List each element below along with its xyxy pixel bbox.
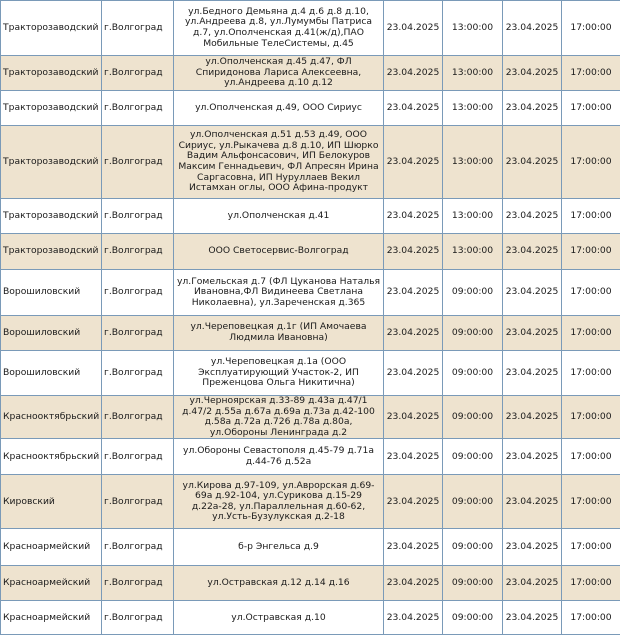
end-date-cell: 23.04.2025 <box>503 351 562 396</box>
end-date-cell: 23.04.2025 <box>503 234 562 270</box>
start-time-cell: 13:00:00 <box>443 91 503 126</box>
start-time-cell: 09:00:00 <box>443 351 503 396</box>
end-date-cell: 23.04.2025 <box>503 56 562 91</box>
address-cell: ул.Череповецкая д.1г (ИП Амочаева Людмила Ивановна) <box>174 316 384 351</box>
start-date-cell: 23.04.2025 <box>384 199 443 234</box>
end-date-cell: 23.04.2025 <box>503 601 562 635</box>
start-time-cell: 13:00:00 <box>443 126 503 199</box>
district-cell: Красноармейский <box>1 601 102 635</box>
city-cell: г.Волгоград <box>102 199 174 234</box>
table-row <box>1 475 620 529</box>
district-cell: Краснооктябрьский <box>1 439 102 475</box>
address-cell: ул.Ополченская д.45 д.47, ФЛ Спиридонова Лариса Алексеевна, ул.Андреева д.10 д.12 <box>174 56 384 91</box>
end-date-cell: 23.04.2025 <box>503 1 562 56</box>
district-cell: Тракторозаводский <box>1 91 102 126</box>
table-row <box>1 439 620 475</box>
city-cell: г.Волгоград <box>102 529 174 566</box>
address-cell: ул.Ополченская д.49, ООО Сириус <box>174 91 384 126</box>
table-row <box>1 601 620 635</box>
city-cell: г.Волгоград <box>102 439 174 475</box>
table-row <box>1 316 620 351</box>
end-date-cell: 23.04.2025 <box>503 475 562 529</box>
city-cell: г.Волгоград <box>102 91 174 126</box>
end-date-cell: 23.04.2025 <box>503 199 562 234</box>
address-cell: ул.Остравская д.12 д.14 д.16 <box>174 566 384 601</box>
city-cell: г.Волгоград <box>102 1 174 56</box>
end-time-cell: 17:00:00 <box>562 234 620 270</box>
start-time-cell: 09:00:00 <box>443 396 503 439</box>
start-time-cell: 09:00:00 <box>443 601 503 635</box>
end-date-cell: 23.04.2025 <box>503 396 562 439</box>
end-date-cell: 23.04.2025 <box>503 91 562 126</box>
city-cell: г.Волгоград <box>102 475 174 529</box>
address-cell: ул.Остравская д.10 <box>174 601 384 635</box>
end-date-cell: 23.04.2025 <box>503 566 562 601</box>
address-cell: ул.Ополченская д.51 д.53 д.49, ООО Сириус, ул.Рыкачева д.8 д.10, ИП Шюрко Вадим Альфонсасович, ИП Белокуров Максим Геннадьевич, ФЛ Апресян Ирина Саргасовна, ИП Нуруллаев Векил Истамхан оглы, ООО Афина-продукт <box>174 126 384 199</box>
table-row <box>1 351 620 396</box>
start-date-cell: 23.04.2025 <box>384 270 443 316</box>
city-cell: г.Волгоград <box>102 396 174 439</box>
end-time-cell: 17:00:00 <box>562 316 620 351</box>
start-date-cell: 23.04.2025 <box>384 351 443 396</box>
district-cell: Красноармейский <box>1 566 102 601</box>
table-row <box>1 56 620 91</box>
table-row <box>1 396 620 439</box>
end-time-cell: 17:00:00 <box>562 91 620 126</box>
start-time-cell: 09:00:00 <box>443 439 503 475</box>
end-time-cell: 17:00:00 <box>562 56 620 91</box>
city-cell: г.Волгоград <box>102 316 174 351</box>
start-time-cell: 13:00:00 <box>443 56 503 91</box>
district-cell: Ворошиловский <box>1 316 102 351</box>
start-time-cell: 13:00:00 <box>443 199 503 234</box>
start-date-cell: 23.04.2025 <box>384 601 443 635</box>
district-cell: Тракторозаводский <box>1 1 102 56</box>
start-date-cell: 23.04.2025 <box>384 126 443 199</box>
end-time-cell: 17:00:00 <box>562 126 620 199</box>
table-row <box>1 199 620 234</box>
end-time-cell: 17:00:00 <box>562 475 620 529</box>
end-date-cell: 23.04.2025 <box>503 270 562 316</box>
table-row <box>1 566 620 601</box>
address-cell: ул.Черноярская д.33-89 д.43а д.47/1 д.47/2 д.55а д.67а д.69а д.73а д.42-100 д.58а д.72а д.726 д.78а д.80а, ул.Обороны Ленинграда д.2 <box>174 396 384 439</box>
start-date-cell: 23.04.2025 <box>384 566 443 601</box>
end-time-cell: 17:00:00 <box>562 566 620 601</box>
start-time-cell: 09:00:00 <box>443 316 503 351</box>
city-cell: г.Волгоград <box>102 126 174 199</box>
start-date-cell: 23.04.2025 <box>384 529 443 566</box>
table-row <box>1 529 620 566</box>
district-cell: Ворошиловский <box>1 351 102 396</box>
end-time-cell: 17:00:00 <box>562 199 620 234</box>
end-date-cell: 23.04.2025 <box>503 439 562 475</box>
table-row <box>1 270 620 316</box>
start-time-cell: 09:00:00 <box>443 475 503 529</box>
start-date-cell: 23.04.2025 <box>384 475 443 529</box>
address-cell: ул.Бедного Демьяна д.4 д.6 д.8 д.10, ул.Андреева д.8, ул.Лумумбы Патриса д.7, ул.Ополченская д.41(ж/д),ПАО Мобильные ТелеСистемы, д.45 <box>174 1 384 56</box>
start-date-cell: 23.04.2025 <box>384 56 443 91</box>
district-cell: Тракторозаводский <box>1 126 102 199</box>
start-time-cell: 09:00:00 <box>443 270 503 316</box>
end-date-cell: 23.04.2025 <box>503 126 562 199</box>
district-cell: Краснооктябрьский <box>1 396 102 439</box>
start-date-cell: 23.04.2025 <box>384 439 443 475</box>
city-cell: г.Волгоград <box>102 270 174 316</box>
address-cell: ул.Череповецкая д.1а (ООО Эксплуатирующий Участок-2, ИП Преженцова Ольга Никитична) <box>174 351 384 396</box>
city-cell: г.Волгоград <box>102 56 174 91</box>
address-cell: ул.Обороны Севастополя д.45-79 д.71а д.44-76 д.52а <box>174 439 384 475</box>
district-cell: Кировский <box>1 475 102 529</box>
district-cell: Красноармейский <box>1 529 102 566</box>
city-cell: г.Волгоград <box>102 601 174 635</box>
district-cell: Тракторозаводский <box>1 199 102 234</box>
address-cell: ул.Гомельская д.7 (ФЛ Цуканова Наталья Ивановна,ФЛ Видинеева Светлана Николаевна), ул.Зареченская д.365 <box>174 270 384 316</box>
start-date-cell: 23.04.2025 <box>384 396 443 439</box>
city-cell: г.Волгоград <box>102 566 174 601</box>
end-time-cell: 17:00:00 <box>562 601 620 635</box>
end-time-cell: 17:00:00 <box>562 1 620 56</box>
start-time-cell: 13:00:00 <box>443 234 503 270</box>
address-cell: б-р Энгельса д.9 <box>174 529 384 566</box>
start-time-cell: 13:00:00 <box>443 1 503 56</box>
end-date-cell: 23.04.2025 <box>503 529 562 566</box>
table-row <box>1 91 620 126</box>
table-body <box>1 1 620 635</box>
address-cell: ООО Светосервис-Волгоград <box>174 234 384 270</box>
city-cell: г.Волгоград <box>102 234 174 270</box>
end-time-cell: 17:00:00 <box>562 529 620 566</box>
table-row <box>1 234 620 270</box>
start-date-cell: 23.04.2025 <box>384 316 443 351</box>
district-cell: Тракторозаводский <box>1 56 102 91</box>
end-time-cell: 17:00:00 <box>562 351 620 396</box>
end-time-cell: 17:00:00 <box>562 270 620 316</box>
table-row <box>1 126 620 199</box>
end-time-cell: 17:00:00 <box>562 396 620 439</box>
district-cell: Ворошиловский <box>1 270 102 316</box>
start-time-cell: 09:00:00 <box>443 529 503 566</box>
district-cell: Тракторозаводский <box>1 234 102 270</box>
address-cell: ул.Ополченская д.41 <box>174 199 384 234</box>
start-date-cell: 23.04.2025 <box>384 91 443 126</box>
start-time-cell: 09:00:00 <box>443 566 503 601</box>
city-cell: г.Волгоград <box>102 351 174 396</box>
table-row <box>1 1 620 56</box>
start-date-cell: 23.04.2025 <box>384 234 443 270</box>
start-date-cell: 23.04.2025 <box>384 1 443 56</box>
end-time-cell: 17:00:00 <box>562 439 620 475</box>
end-date-cell: 23.04.2025 <box>503 316 562 351</box>
address-cell: ул.Кирова д.97-109, ул.Аврорская д.69-69а д.92-104, ул.Сурикова д.15-29 д.22а-28, ул.Параллельная д.60-62, ул.Усть-Бузулукская д.2-18 <box>174 475 384 529</box>
